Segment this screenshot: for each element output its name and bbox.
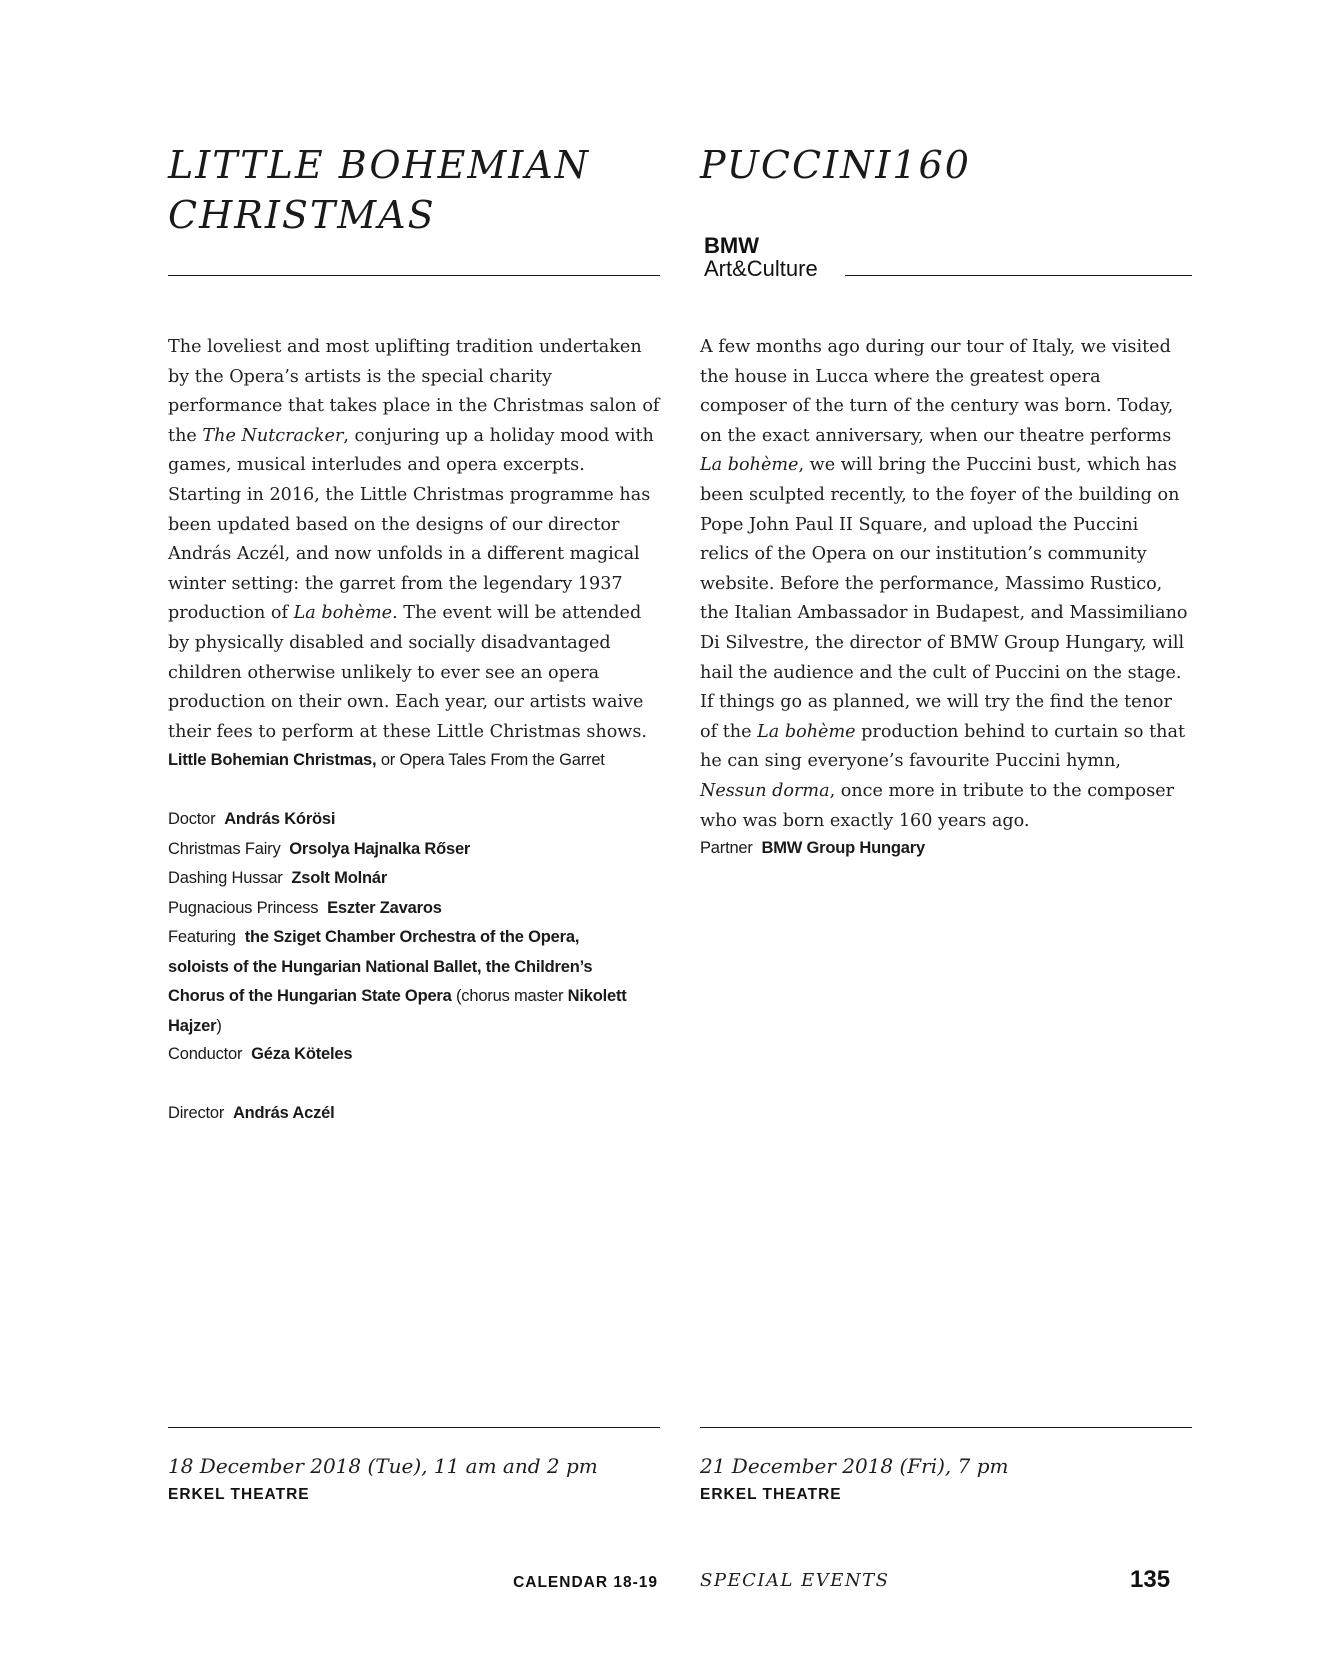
left-title-line1: LITTLE BOHEMIAN — [168, 143, 590, 187]
right-body-p3-italic: Nessun dorma — [700, 780, 830, 801]
left-body-p2: , conjuring up a holiday mood with games, musical interludes and opera excerpts. Starting in 2016, the Little Christmas programme has been updated based on the designs of our director András Aczél, and now unfolds in a different magical winter setting: the garret from the legendary 1937 production of — [168, 425, 654, 624]
footer-section-label: SPECIAL EVENTS — [700, 1570, 890, 1591]
cast-name: András Kórösi — [224, 810, 336, 828]
sponsor-logo — [700, 234, 1192, 284]
featuring-names: the Sziget Chamber Orchestra of the Opera, soloists of the Hungarian National Ballet, the Children’s Chorus of the Hungarian State Opera — [168, 928, 593, 1005]
cast-name: Zsolt Molnár — [291, 869, 388, 887]
left-event-date: 18 December 2018 (Tue), 11 am and 2 pm — [168, 1454, 598, 1478]
cast-role: Pugnacious Princess — [168, 898, 319, 917]
cast-name: Orsolya Hajnalka Rőser — [289, 839, 471, 858]
left-body-text — [168, 333, 660, 747]
chorus-master-name: Nikolett Hajzer — [168, 987, 627, 1035]
footer-calendar-label: CALENDAR 18-19 — [513, 1574, 658, 1591]
left-bottom-divider — [168, 1427, 660, 1428]
left-title-line2: CHRISTMAS — [168, 193, 436, 237]
sponsor-art-culture-text: Art&Culture — [704, 256, 818, 281]
right-event-date: 21 December 2018 (Fri), 7 pm — [700, 1454, 1009, 1478]
left-body-p3: . The event will be attended by physically disabled and socially disadvantaged children otherwise unlikely to ever see an opera production on their own. Each year, our artists waive their fees to perform at these Little Christmas shows. — [168, 603, 647, 742]
production-title: Little Bohemian Christmas, — [168, 751, 377, 769]
cast-entry-featuring — [168, 923, 628, 1041]
page-number: 135 — [1130, 1566, 1171, 1593]
left-body-p2-italic: La bohème — [293, 603, 393, 624]
cast-entry-fairy — [168, 835, 660, 865]
left-title — [168, 140, 590, 240]
right-title: PUCCINI160 — [700, 143, 971, 187]
production-title-block — [168, 746, 660, 776]
director-name: András Aczél — [232, 1104, 335, 1122]
director-credit — [168, 1099, 660, 1129]
right-top-divider — [845, 275, 1192, 276]
featuring-role: Featuring — [168, 928, 236, 946]
cast-name: Eszter Zavaros — [327, 898, 442, 917]
right-event-venue: ERKEL THEATRE — [700, 1486, 842, 1503]
right-body-p2-italic: La bohème — [757, 721, 856, 742]
sponsor-bmw-text: BMW — [704, 233, 759, 258]
left-event-venue: ERKEL THEATRE — [168, 1486, 310, 1503]
director-role: Director — [168, 1104, 225, 1122]
production-subtitle: or Opera Tales From the Garret — [376, 751, 605, 769]
conductor-name: Géza Köteles — [251, 1045, 353, 1063]
conductor-role: Conductor — [168, 1045, 243, 1063]
right-bottom-divider — [700, 1427, 1192, 1428]
partner-name: BMW Group Hungary — [761, 839, 925, 857]
right-body-p1-italic: La bohème — [700, 455, 799, 476]
cast-role: Doctor — [168, 810, 216, 828]
right-body-p3: production behind to curtain so that he can sing everyone’s favourite Puccini hymn, — [700, 721, 1186, 772]
left-body-p1-italic: The Nutcracker — [202, 425, 344, 446]
right-body-p4: , once more in tribute to the composer who was born exactly 160 years ago. — [700, 780, 1175, 831]
left-top-divider — [168, 275, 660, 276]
right-body-p2: , we will bring the Puccini bust, which has been sculpted recently, to the foyer of the building on Pope John Paul II Square, and upload the Puccini relics of the Opera on our institution’s community website. Before the performance, Massimo Rustico, the Italian Ambassador in Budapest, and Massimiliano Di Silvestre, the director of BMW Group Hungary, will hail the audience and the cult of Puccini on the stage. If things go as planned, we will try the find the tenor of the — [700, 455, 1188, 742]
cast-list — [168, 805, 660, 1041]
cast-role: Dashing Hussar — [168, 869, 283, 887]
right-body-p1: A few months ago during our tour of Italy, we visited the house in Lucca where the greatest opera composer of the turn of the century was born. Today, on the exact anniversary, when our theatre performs — [700, 337, 1174, 446]
cast-role: Christmas Fairy — [168, 839, 281, 858]
chorus-master-label: (chorus master — [451, 987, 568, 1005]
chorus-master-close: ) — [216, 1016, 222, 1035]
cast-entry-hussar — [168, 864, 660, 894]
partner-role: Partner — [700, 839, 753, 857]
cast-entry-princess — [168, 894, 660, 924]
partner-credit — [700, 834, 1192, 864]
conductor-credit — [168, 1040, 660, 1070]
cast-entry-doctor — [168, 805, 660, 835]
right-body-text — [700, 333, 1192, 836]
left-body-p1: The loveliest and most uplifting tradition undertaken by the Opera’s artists is the special charity performance that takes place in the Christmas salon of the — [168, 337, 660, 446]
